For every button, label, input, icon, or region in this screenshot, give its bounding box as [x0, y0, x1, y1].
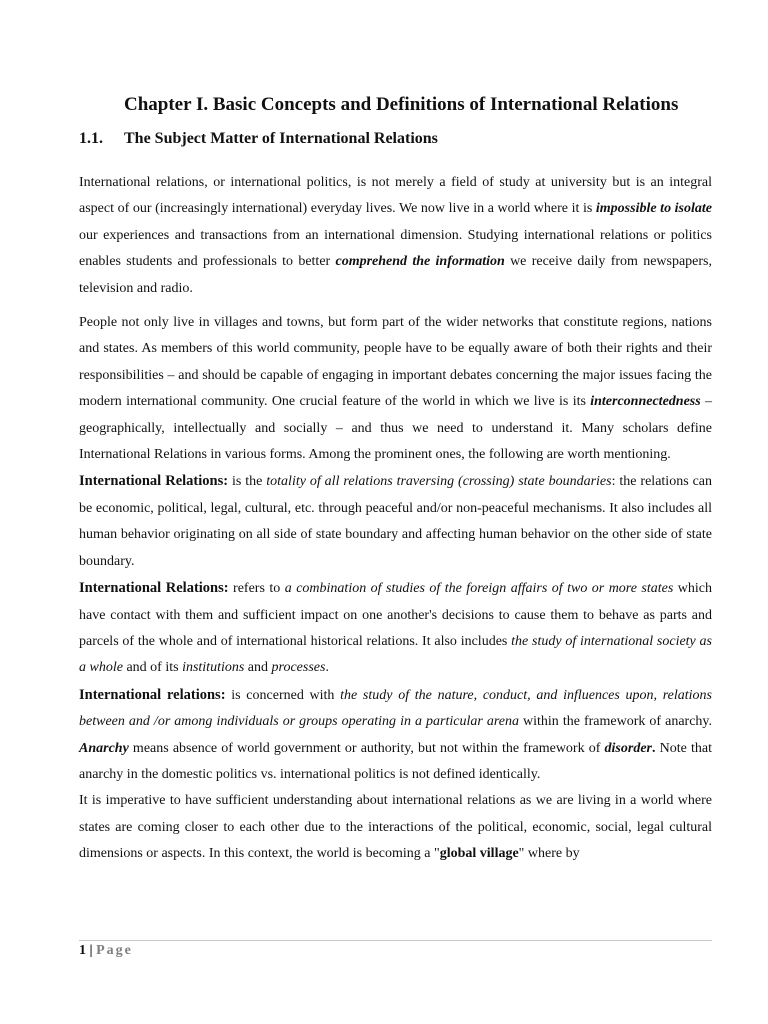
definition-label: International Relations: [79, 473, 229, 490]
text-run: . [325, 660, 329, 676]
text-run: refers to [228, 581, 285, 597]
emphasis-anarchy: Anarchy [79, 740, 129, 756]
italic-international-society: the study of international society as a whole [79, 633, 712, 676]
section-number: 1.1. [79, 130, 103, 147]
paragraph-global-village [79, 788, 712, 867]
definition-3 [79, 682, 712, 789]
text-run: International relations, or international politics, is not merely a field of study at university but is an integral aspect of our (increasingly international) everyday lives. We now live in a world where it is [79, 175, 712, 217]
emphasis-impossible-to-isolate: impossible to isolate [595, 201, 712, 217]
italic-institutions: institutions [182, 660, 245, 676]
text-run: People not only live in villages and towns, but form part of the wider networks that constitute regions, nations and states. As members of this world community, people have to be equally aware of both their rights and their responsibilities – and should be capable of engaging in important debates concerning the major issues facing the modern international community. One crucial feature of the world in which we live is its [79, 315, 712, 410]
text-run: our experiences and transactions from an international dimension. Studying international relations or politics enables students and professionals to better [79, 227, 712, 270]
page-footer [79, 942, 133, 960]
body-text [79, 170, 712, 868]
text-run: we receive daily from newspapers, television and radio. [79, 254, 713, 296]
text-run: and [244, 660, 272, 676]
definition-1 [79, 468, 712, 575]
italic-combination-of-studies: a combination of studies of the foreign affairs of two or more states [284, 581, 674, 597]
text-run: is the [228, 474, 267, 490]
footer-separator: | [86, 943, 97, 958]
text-run: within the framework of anarchy. [518, 714, 712, 730]
text-run: is concerned with [225, 687, 341, 703]
paragraph-networks [79, 310, 712, 468]
emphasis-comprehend-the-information: comprehend the information [335, 254, 505, 270]
paragraph-intro [79, 170, 712, 302]
text-run: which have contact with them and sufficient impact on one another's decisions to cause them to behave as parts and parcels of the whole and of international historical relations. It also includes [79, 581, 712, 649]
text-run: Note that anarchy in the domestic politics vs. international politics is not defined identically. [79, 740, 712, 782]
italic-study-of-the-nature: the study of the nature, conduct, and influences upon, relations between and /or among individuals or groups operating in a particular arena [79, 687, 712, 730]
bold-period: . [652, 740, 656, 756]
definition-label: International Relations: [79, 580, 229, 597]
section-title: The Subject Matter of International Relations [124, 130, 438, 147]
text-run: – geographically, intellectually and socially – and thus we need to understand it. Many scholars define International Relations in various forms. Among the prominent ones, the following are worth mentioning. [79, 394, 712, 463]
text-run: means absence of world government or authority, but not within the framework of [128, 740, 605, 756]
page-number: 1 [79, 943, 86, 958]
footer-rule [79, 940, 712, 941]
page-label: Page [96, 943, 133, 958]
definition-2 [79, 575, 712, 682]
bold-global-village: global village [439, 846, 519, 862]
chapter-title: Chapter I. Basic Concepts and Definitions of International Relations [124, 94, 679, 115]
emphasis-disorder: disorder [604, 740, 652, 756]
text-run: It is imperative to have sufficient understanding about international relations as we are living in a world where states are coming closer to each other due to the interactions of the political, economic, social, legal cultural dimensions or aspects. In this context, the world is becoming a " [79, 793, 712, 862]
text-run: " where by [518, 846, 580, 862]
emphasis-interconnectedness: interconnectedness [590, 394, 701, 410]
section-heading [79, 128, 438, 150]
definition-label: International relations: [79, 686, 226, 703]
italic-totality-of-relations: totality of all relations traversing (crossing) state boundaries [266, 474, 612, 490]
italic-processes: processes [271, 660, 326, 676]
text-run: : the relations can be economic, political, legal, cultural, etc. through peaceful and/or non-peaceful mechanisms. It also includes all human behavior originating on all side of state boundary and affecting human behavior on the other side of state boundary. [79, 474, 712, 569]
text-run: and of its [122, 660, 183, 676]
